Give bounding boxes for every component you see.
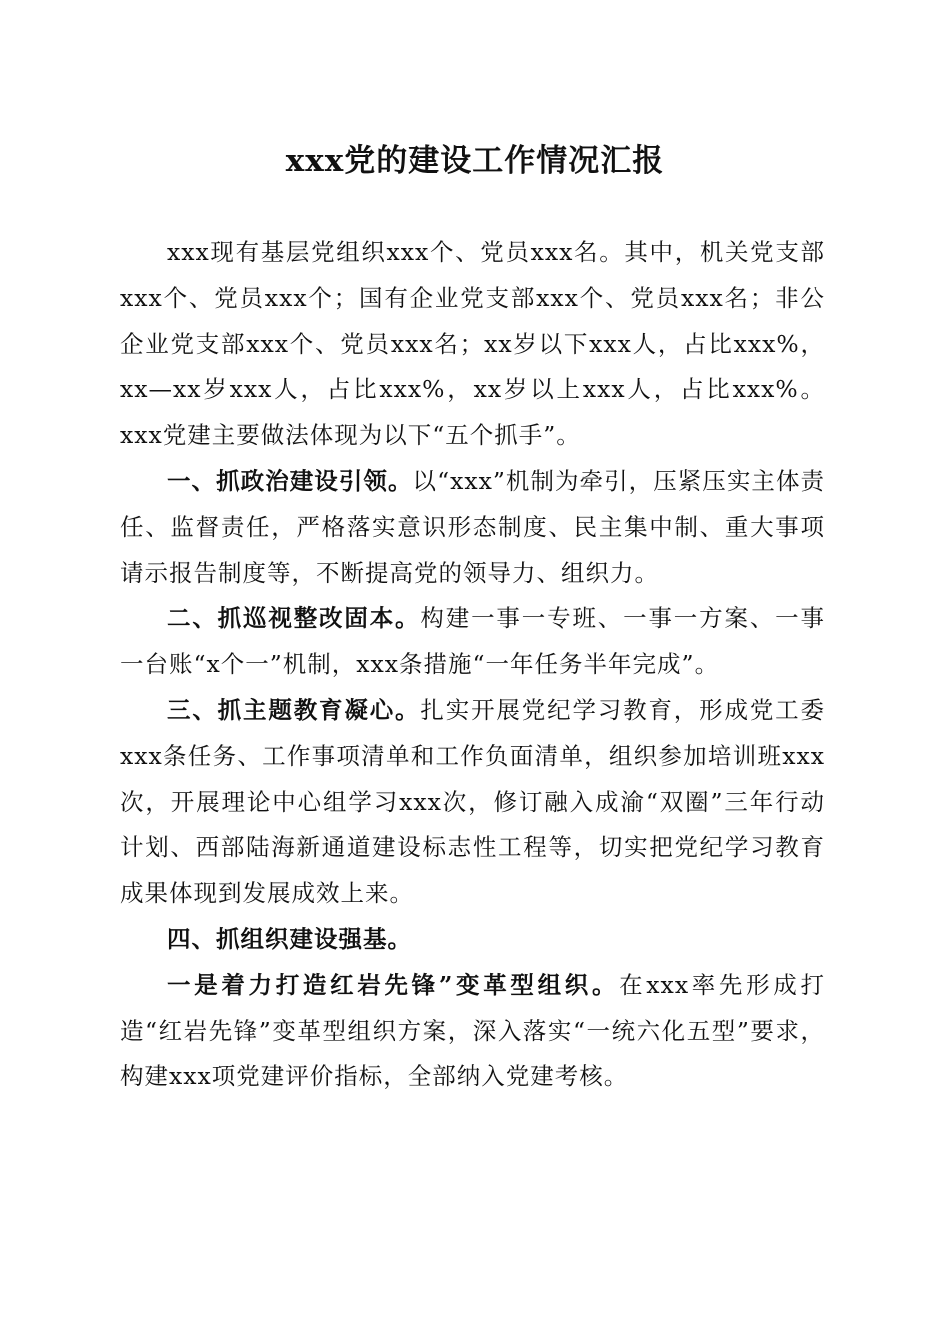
section-2-heading: 二、抓巡视整改固本。 <box>167 604 421 633</box>
subsection-1-heading: 一是着力打造红岩先锋”变革型组织。 <box>167 970 620 999</box>
subsection-1-paragraph <box>120 963 825 1100</box>
section-1-paragraph <box>120 459 825 596</box>
section-2-paragraph <box>120 596 825 688</box>
section-2-text: 构建一事一专班、一事一方案、一事一台账“x个一”机制，xxx条措施“一年任务半年完成”。 <box>120 604 826 679</box>
document-body <box>120 230 825 1100</box>
section-3-text: 扎实开展党纪学习教育，形成党工委xxx条任务、工作事项清单和工作负面清单，组织参加培训班xxx次，开展理论中心组学习xxx次，修订融入成渝“双圈”三年行动计划、西部陆海新通道建设标志性工程等，切实把党纪学习教育成果体现到发展成效上来。 <box>120 695 826 908</box>
section-3-paragraph <box>120 688 825 917</box>
section-1-text: 以“xxx”机制为牵引，压紧压实主体责任、监督责任，严格落实意识形态制度、民主集中制、重大事项请示报告制度等，不断提高党的领导力、组织力。 <box>120 466 826 587</box>
intro-paragraph <box>120 230 825 459</box>
section-4-paragraph <box>120 917 825 963</box>
section-3-heading: 三、抓主题教育凝心。 <box>167 695 421 724</box>
section-4-heading: 四、抓组织建设强基。 <box>167 924 412 953</box>
subsection-1-text: 在xxx率先形成打造“红岩先锋”变革型组织方案，深入落实“一统六化五型”要求，构建xxx项党建评价指标，全部纳入党建考核。 <box>120 970 825 1091</box>
intro-text: xxx现有基层党组织xxx个、党员xxx名。其中，机关党支部xxx个、党员xxx个；国有企业党支部xxx个、党员xxx名；非公企业党支部xxx个、党员xxx名；xx岁以下xxx人，占比xxx%，xx—xx岁xxx人，占比xxx%，xx岁以上xxx人，占比xxx%。xxx党建主要做法体现为以下“五个抓手”。 <box>120 238 825 450</box>
section-1-heading: 一、抓政治建设引领。 <box>167 466 413 495</box>
document-title: xxx党的建设工作情况汇报 <box>285 143 665 179</box>
